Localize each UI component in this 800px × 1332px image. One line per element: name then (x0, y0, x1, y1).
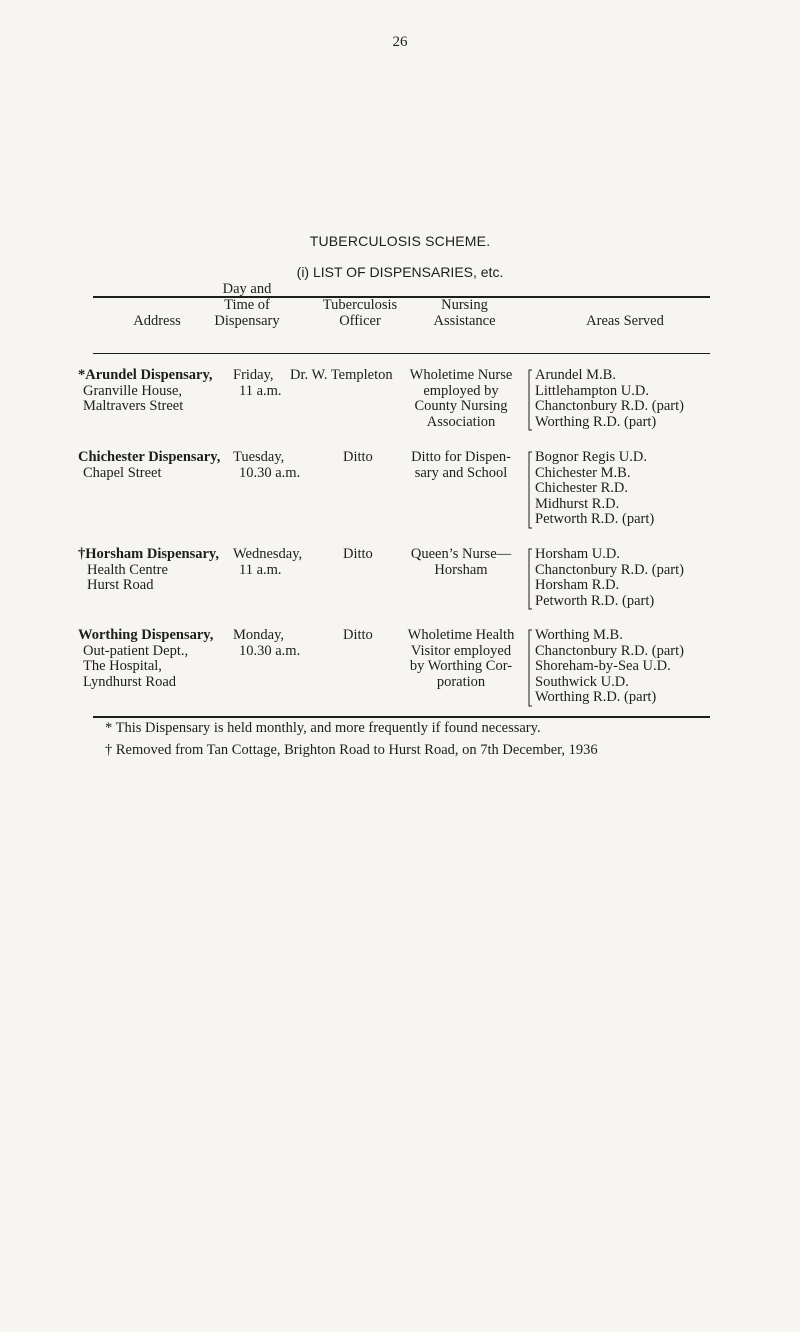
table-row-chichester-time: Tuesday, 10.30 a.m. (233, 449, 301, 481)
table-row-arundel-nursing: Wholetime Nurse employed by County Nursing Association (409, 367, 513, 430)
table-row-worthing-address: Worthing Dispensary, Out-patient Dept., The Hospital, Lyndhurst Road (78, 627, 214, 690)
table-row-horsham-areas: Horsham U.D. Chanctonbury R.D. (part) Horsham R.D. Petworth R.D. (part) (535, 546, 684, 609)
footnote-dagger: † Removed from Tan Cottage, Brighton Road to Hurst Road, on 7th December, 1936 (105, 742, 598, 758)
table-row-horsham-nursing: Queen’s Nurse— Horsham (410, 546, 512, 578)
table-row-horsham-officer: Ditto (343, 546, 373, 562)
header-address: Address (133, 313, 181, 329)
table-row-worthing-time: Monday, 10.30 a.m. (233, 627, 301, 659)
table-row-arundel-officer: Dr. W. Templeton (290, 367, 393, 383)
table-row-worthing-officer: Ditto (343, 627, 373, 643)
footnote-asterisk: * This Dispensary is held monthly, and more frequently if found necessary. (105, 720, 541, 736)
table-row-worthing-nursing: Wholetime Health Visitor employed by Worthing Cor- poration (407, 627, 515, 690)
header-nursing: Nursing Assistance (433, 297, 496, 329)
table-row-horsham-address: †Horsham Dispensary, Health Centre Hurst Road (78, 546, 219, 593)
table-row-arundel-time: Friday, 11 a.m. (233, 367, 282, 399)
table-row-chichester-address: Chichester Dispensary, Chapel Street (78, 449, 221, 481)
header-time: Day and Time of Dispensary (214, 281, 280, 329)
areas-brace (526, 548, 532, 610)
header-officer: Tuberculosis Officer (322, 297, 398, 329)
table-row-chichester-officer: Ditto (343, 449, 373, 465)
table-bottom-rule (93, 716, 710, 718)
table-row-worthing-areas: Worthing M.B. Chanctonbury R.D. (part) Shoreham-by-Sea U.D. Southwick U.D. Worthing R.D. (part) (535, 627, 684, 705)
table-row-chichester-areas: Bognor Regis U.D. Chichester M.B. Chichester R.D. Midhurst R.D. Petworth R.D. (part) (535, 449, 655, 527)
table-row-chichester-nursing: Ditto for Dispen- sary and School (411, 449, 511, 481)
areas-brace (526, 629, 532, 707)
page-title: TUBERCULOSIS SCHEME. (309, 233, 491, 249)
page-number: 26 (392, 34, 408, 50)
page-subtitle: (i) LIST OF DISPENSARIES, etc. (296, 264, 504, 280)
table-row-horsham-time: Wednesday, 11 a.m. (233, 546, 303, 578)
areas-brace (526, 369, 532, 431)
table-row-arundel-address: *Arundel Dispensary, Granville House, Maltravers Street (78, 367, 213, 414)
header-rule (93, 353, 710, 354)
table-row-arundel-areas: Arundel M.B. Littlehampton U.D. Chanctonbury R.D. (part) Worthing R.D. (part) (535, 367, 684, 430)
header-areas: Areas Served (586, 313, 664, 329)
areas-brace (526, 451, 532, 529)
